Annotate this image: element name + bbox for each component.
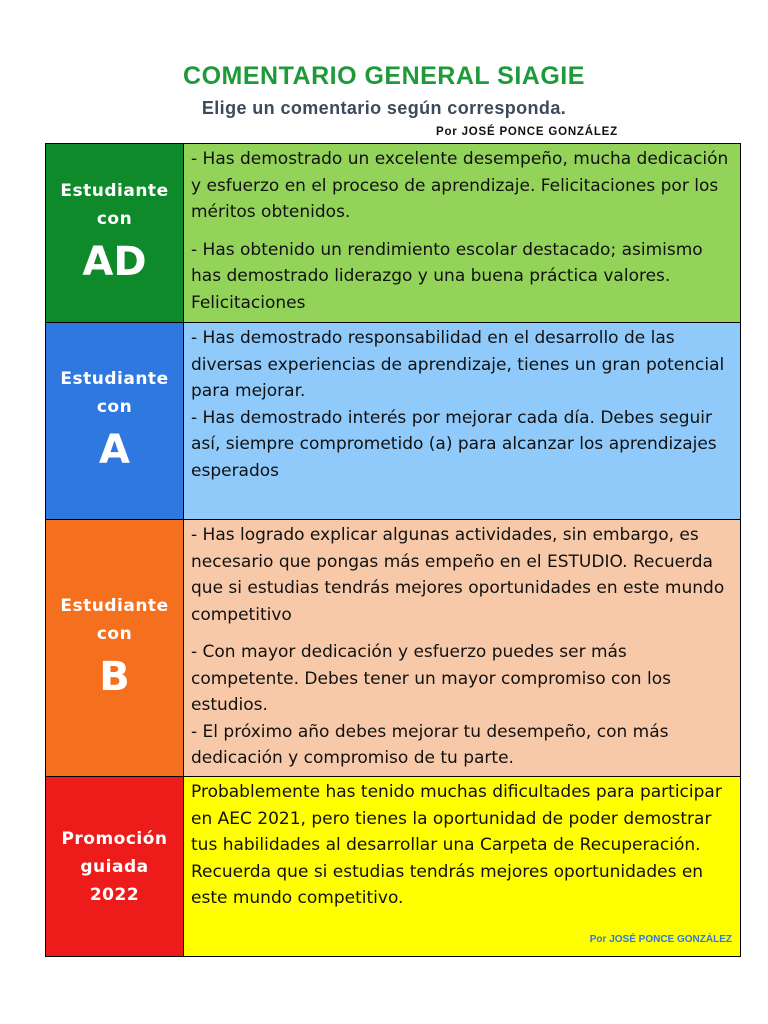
row-promocion bbox=[46, 776, 740, 956]
grade-letter: A bbox=[99, 427, 130, 473]
grade-label-a bbox=[46, 323, 184, 519]
comment-paragraph[interactable]: - Has obtenido un rendimiento escolar destacado; asimismo has demostrado liderazgo y una buena práctica valores. Felicitaciones bbox=[191, 239, 703, 313]
comments-ad bbox=[184, 144, 740, 322]
grade-letter: B bbox=[99, 654, 130, 700]
comments-a bbox=[184, 323, 740, 519]
grade-label-b bbox=[46, 520, 184, 776]
page-title: COMENTARIO GENERAL SIAGIE bbox=[183, 62, 585, 90]
comment-paragraph[interactable]: - Has demostrado un excelente desempeño, mucha dedicación y esfuerzo en el proceso de aprendizaje. Felicitaciones por los méritos obtenidos. bbox=[191, 149, 729, 222]
grade-letter: AD bbox=[82, 239, 147, 285]
comment-paragraph[interactable]: - Has logrado explicar algunas actividades, sin embargo, es necesario que pongas más empeño en el ESTUDIO. Recuerda que si estudias tendrás mejores oportunidades en este mundo competitivo bbox=[191, 525, 725, 625]
page-subtitle: Elige un comentario según corresponda. bbox=[201, 98, 567, 118]
label-line-student: Estudiante bbox=[60, 369, 169, 389]
author-signature: Por JOSÉ PONCE GONZÁLEZ bbox=[589, 933, 732, 945]
author-credit: Por JOSÉ PONCE GONZÁLEZ bbox=[436, 126, 618, 138]
label-line-con: con bbox=[96, 397, 133, 417]
grade-label-ad bbox=[46, 144, 184, 322]
label-line-promocion: Promoción bbox=[61, 828, 168, 849]
comment-paragraph[interactable]: Probablemente has tenido muchas dificultades para participar en AEC 2021, pero tienes la oportunidad de poder demostrar tus habilidades al desarrollar una Carpeta de Recuperación. Recuerda que si estudias tendrás mejores oportunidades en este mundo competitivo. bbox=[191, 782, 722, 908]
comment-table bbox=[45, 143, 741, 957]
row-a bbox=[46, 322, 740, 519]
comment-paragraph[interactable]: - Has demostrado responsabilidad en el desarrollo de las diversas experiencias de aprendizaje, tienes un gran potencial para mejorar. bbox=[191, 328, 725, 401]
label-line-con: con bbox=[96, 209, 133, 229]
label-line-student: Estudiante bbox=[60, 596, 169, 616]
comment-paragraph[interactable]: - Con mayor dedicación y esfuerzo puedes ser más competente. Debes tener un mayor compromiso con los estudios. bbox=[191, 642, 671, 715]
label-line-student: Estudiante bbox=[60, 181, 169, 201]
row-ad bbox=[46, 144, 740, 322]
comments-b bbox=[184, 520, 740, 776]
row-b bbox=[46, 519, 740, 776]
comments-promocion bbox=[184, 777, 740, 956]
comment-paragraph[interactable]: - El próximo año debes mejorar tu desempeño, con más dedicación y compromiso de tu parte. bbox=[191, 721, 669, 768]
label-line-year: 2022 bbox=[89, 884, 140, 905]
label-line-guiada: guiada bbox=[80, 856, 149, 877]
grade-label-promocion bbox=[46, 777, 184, 956]
label-line-con: con bbox=[96, 624, 133, 644]
comment-paragraph[interactable]: - Has demostrado interés por mejorar cada día. Debes seguir así, siempre comprometido (a) para alcanzar los aprendizajes esperados bbox=[191, 407, 717, 481]
